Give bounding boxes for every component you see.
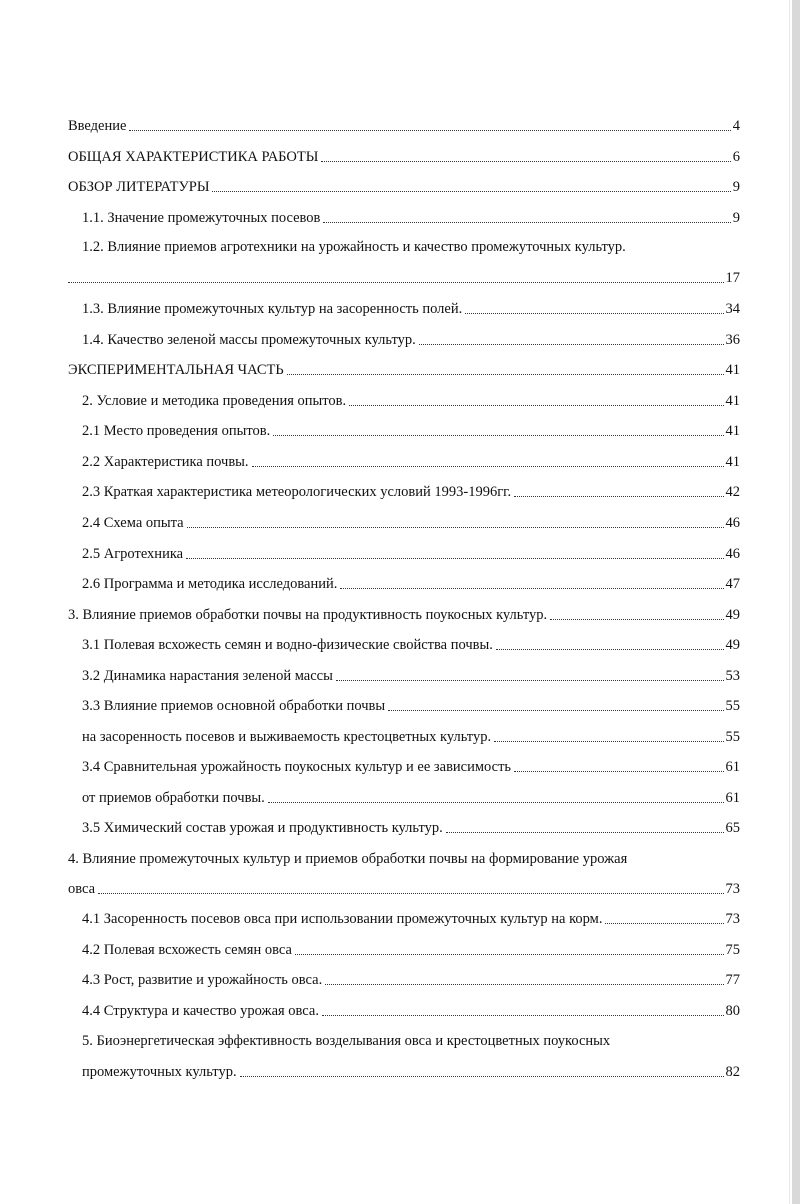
dot-leader <box>212 191 730 192</box>
dot-leader <box>465 313 723 314</box>
toc-entry-page: 73 <box>725 881 740 897</box>
toc-entry-title: 2. Условие и методика проведения опытов. <box>82 393 347 409</box>
toc-entry-title: 3.1 Полевая всхожесть семян и водно-физические свойства почвы. <box>82 637 493 653</box>
toc-entry-title: 2.6 Программа и методика исследований. <box>82 576 338 592</box>
toc-entry <box>68 178 740 196</box>
dot-leader <box>98 893 723 894</box>
toc-entry-page: 4 <box>732 118 740 134</box>
toc-entry-title: ЭКСПЕРИМЕНТАЛЬНАЯ ЧАСТЬ <box>68 362 284 378</box>
toc-entry-title: 4.4 Структура и качество урожая овса. <box>82 1003 319 1019</box>
dot-leader <box>186 558 723 559</box>
toc-entry <box>68 269 740 287</box>
toc-entry <box>82 1063 740 1081</box>
toc-entry-title: Введение <box>68 118 127 134</box>
toc-entry-title: 2.4 Схема опыта <box>82 515 184 531</box>
toc-entry-page: 34 <box>725 301 740 317</box>
dot-leader <box>323 222 730 223</box>
toc-entry-title: 2.5 Агротехника <box>82 546 184 562</box>
dot-leader <box>605 923 723 924</box>
toc-entry-page: 42 <box>725 484 740 500</box>
dot-leader <box>287 374 724 375</box>
toc-entry-title: на засоренность посевов и выживаемость крестоцветных культур. <box>82 729 492 745</box>
dot-leader <box>340 588 723 589</box>
toc-entry <box>82 392 740 410</box>
toc-entry <box>82 453 740 471</box>
toc-entry <box>82 971 740 989</box>
toc-entry <box>68 606 740 624</box>
toc-entry <box>82 514 740 532</box>
dot-leader <box>187 527 724 528</box>
toc-entry-page: 46 <box>725 515 740 531</box>
dot-leader <box>496 649 724 650</box>
toc-entry <box>82 789 740 807</box>
toc-entry <box>82 636 740 654</box>
toc-entry-page: 55 <box>725 698 740 714</box>
toc-entry-page: 41 <box>725 393 740 409</box>
toc-entry <box>68 880 740 898</box>
toc-entry <box>82 667 740 685</box>
scan-border-line <box>789 0 790 1204</box>
toc-entry-page: 55 <box>725 729 740 745</box>
toc-entry-title: 2.2 Характеристика почвы. <box>82 454 249 470</box>
toc-entry-page: 46 <box>725 546 740 562</box>
toc-entry <box>82 331 740 349</box>
toc-entry-title: 4.1 Засоренность посевов овса при использовании промежуточных культур на корм. <box>82 911 603 927</box>
dot-leader <box>550 619 723 620</box>
toc-entry <box>82 300 740 318</box>
toc-entry-title: 2.3 Краткая характеристика метеорологических условий 1993-1996гг. <box>82 484 512 500</box>
toc-entry <box>68 148 740 166</box>
toc-entry-title: ОБЗОР ЛИТЕРАТУРЫ <box>68 179 210 195</box>
toc-entry-title: 1.1. Значение промежуточных посевов <box>82 210 321 226</box>
dot-leader <box>514 771 723 772</box>
toc-entry-page: 61 <box>725 759 740 775</box>
toc-entry-page: 41 <box>725 454 740 470</box>
dot-leader <box>336 680 724 681</box>
toc-entry-title: ОБЩАЯ ХАРАКТЕРИСТИКА РАБОТЫ <box>68 149 319 165</box>
toc-entry-page: 6 <box>732 149 740 165</box>
toc-entry <box>82 422 740 440</box>
toc-entry-page: 53 <box>725 668 740 684</box>
scan-edge-shadow <box>792 0 800 1204</box>
toc-entry-title: 3.2 Динамика нарастания зеленой массы <box>82 668 333 684</box>
toc-entry-page: 61 <box>725 790 740 806</box>
toc-entry <box>82 483 740 501</box>
toc-entry-title: 1.3. Влияние промежуточных культур на засоренность полей. <box>82 301 463 317</box>
dot-leader <box>494 741 723 742</box>
toc-entry-title: 4. Влияние промежуточных культур и приемов обработки почвы на формирование урожая <box>68 851 628 867</box>
toc-entry-page: 49 <box>725 637 740 653</box>
toc-entry <box>82 728 740 746</box>
toc-entry-title-continued: промежуточных культур. <box>82 1064 237 1080</box>
dot-leader <box>322 1015 724 1016</box>
dot-leader <box>514 496 723 497</box>
dot-leader <box>419 344 724 345</box>
toc-entry-page: 77 <box>725 972 740 988</box>
toc-entry-page: 17 <box>725 270 740 286</box>
dot-leader <box>252 466 724 467</box>
toc-entry-title: 5. Биоэнергетическая эффективность возделывания овса и крестоцветных поукосных <box>82 1033 611 1049</box>
toc-entry-title: 3. Влияние приемов обработки почвы на продуктивность поукосных культур. <box>68 607 548 623</box>
toc-entry <box>82 758 740 776</box>
dot-leader <box>273 435 723 436</box>
dot-leader <box>446 832 724 833</box>
toc-entry <box>82 697 740 715</box>
toc-entry-page: 9 <box>732 210 740 226</box>
toc-entry-title: от приемов обработки почвы. <box>82 790 265 806</box>
toc-entry <box>68 117 740 135</box>
toc-entry <box>82 819 740 837</box>
toc-entry <box>82 941 740 959</box>
dot-leader <box>68 282 724 283</box>
toc-entry-page: 75 <box>725 942 740 958</box>
toc-entry <box>82 575 740 593</box>
dot-leader <box>388 710 723 711</box>
toc-entry-title: 4.2 Полевая всхожесть семян овса <box>82 942 292 958</box>
toc-entry <box>82 545 740 563</box>
dot-leader <box>240 1076 724 1077</box>
toc-entry-title: 1.2. Влияние приемов агротехники на урожайность и качество промежуточных культур. <box>82 239 626 255</box>
toc-entry-page: 41 <box>725 362 740 378</box>
dot-leader <box>129 130 730 131</box>
toc-entry-page: 47 <box>725 576 740 592</box>
toc-entry-page: 49 <box>725 607 740 623</box>
toc-entry-title: 3.3 Влияние приемов основной обработки почвы <box>82 698 386 714</box>
toc-entry-page: 41 <box>725 423 740 439</box>
toc-entry-title-continued: овса <box>68 881 96 897</box>
toc-entry <box>82 910 740 928</box>
toc-entry-title: 1.4. Качество зеленой массы промежуточных культур. <box>82 332 416 348</box>
dot-leader <box>349 405 723 406</box>
toc-entry <box>82 209 740 227</box>
toc-entry-page: 65 <box>725 820 740 836</box>
toc-entry-title: 3.5 Химический состав урожая и продуктивность культур. <box>82 820 443 836</box>
toc-entry-title: 2.1 Место проведения опытов. <box>82 423 271 439</box>
dot-leader <box>321 161 730 162</box>
toc-entry-page: 9 <box>732 179 740 195</box>
toc-entry-title: 3.4 Сравнительная урожайность поукосных культур и ее зависимость <box>82 759 512 775</box>
toc-entry <box>82 1002 740 1020</box>
toc-entry-page: 73 <box>725 911 740 927</box>
toc-entry-page: 82 <box>725 1064 740 1080</box>
dot-leader <box>268 802 724 803</box>
toc-entry-page: 80 <box>725 1003 740 1019</box>
dot-leader <box>325 984 723 985</box>
toc-entry <box>68 361 740 379</box>
dot-leader <box>295 954 724 955</box>
toc-entry-page: 36 <box>725 332 740 348</box>
toc-entry-title: 4.3 Рост, развитие и урожайность овса. <box>82 972 323 988</box>
